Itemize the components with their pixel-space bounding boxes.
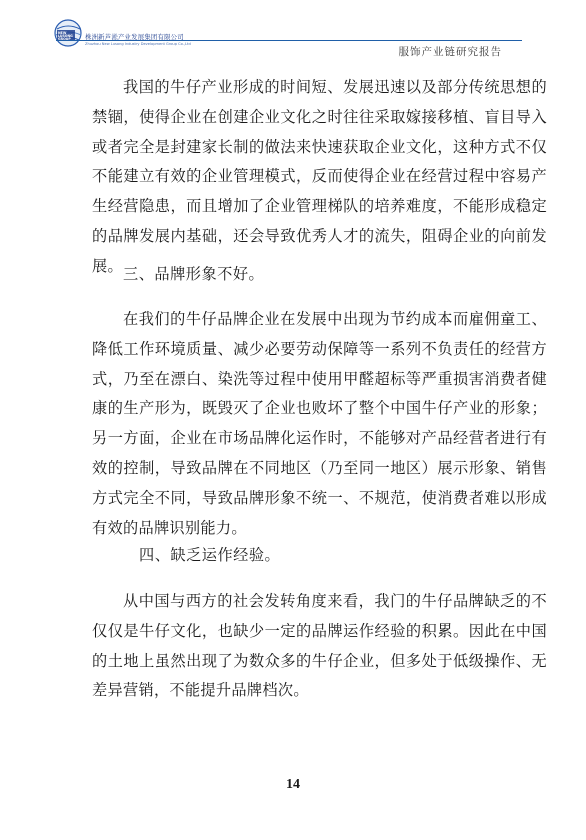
logo-company-name-en: Zhuzhou New Lusong Industry Development Group Co.,Ltd [85, 42, 191, 46]
paragraph-1: 我国的牛仔产业形成的时间短、发展迅速以及部分传统思想的禁锢，使得企业在创建企业文化之时往往采取嫁接移植、盲目导入或者完全是封建家长制的做法来快速获取企业文化，这种方式不仅不能建立有效的企业管理模式，反而使得企业在经营过程中容易产生经营隐患，而且增加了企业管理梯队的培养难度，不能形成稳定的品牌发展内基础，还会导致优秀人才的流失，阻碍企业的向前发展。 [92, 78, 547, 275]
header-divider [56, 40, 522, 41]
section-heading-3: 三、品牌形象不好。 [123, 265, 265, 283]
globe-logo-icon [54, 18, 84, 52]
company-logo [54, 18, 191, 54]
logo-text [85, 32, 191, 46]
svg-text:GROUP: GROUP [58, 37, 71, 41]
section-heading-4: 四、缺乏运作经验。 [139, 546, 281, 564]
page-number: 14 [286, 777, 300, 792]
svg-text:NEW: NEW [58, 31, 67, 35]
paragraph-2: 在我们的牛仔品牌企业在发展中出现为节约成本而雇佣童工、降低工作环境质量、减少必要劳动保障等一系列不负责任的经营方式，乃至在漂白、染洗等过程中使用甲醛超标等严重损害消费者健康的生产形为，既毁灭了企业也败坏了整个中国牛仔产业的形象；另一方面，企业在市场品牌化运作时，不能够对产品经营者进行有效的控制，导致品牌在不同地区（乃至同一地区）展示形象、销售方式完全不同，导致品牌形象不统一、不规范，使消费者难以形成有效的品牌识别能力。 [92, 310, 547, 537]
logo-company-name-cn: 株洲新芦淞产业发展集团有限公司 [85, 33, 184, 41]
page-header [0, 0, 586, 62]
report-title: 服饰产业链研究报告 [398, 46, 502, 58]
paragraph-3: 从中国与西方的社会发转角度来看，我门的牛仔品牌缺乏的不仅仅是牛仔文化，也缺少一定的品牌运作经验的积累。因此在中国的土地上虽然出现了为数众多的牛仔企业，但多处于低级操作、无差异营销，不能提升品牌档次。 [92, 592, 547, 700]
svg-text:LUSONG: LUSONG [58, 34, 73, 38]
